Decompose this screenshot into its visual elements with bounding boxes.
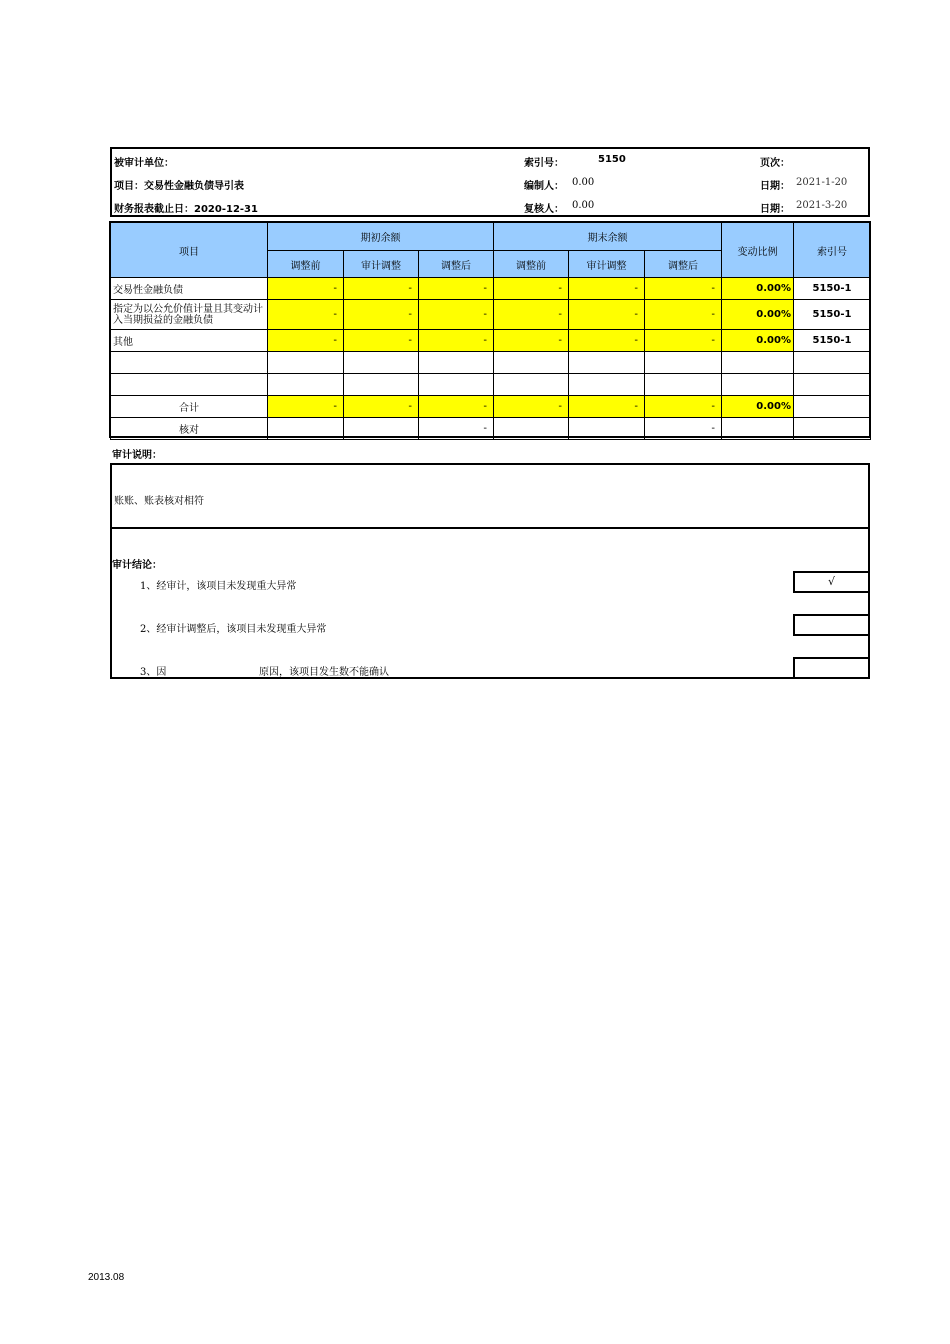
sub-before-end: 调整前 bbox=[494, 251, 569, 278]
check-label: 核对 bbox=[111, 418, 268, 440]
reviewer-label: 复核人： bbox=[524, 204, 564, 215]
total-cell: - bbox=[419, 396, 494, 418]
sub-before-begin: 调整前 bbox=[268, 251, 344, 278]
row-cell: - bbox=[569, 300, 645, 330]
preparer-value: 0.00 bbox=[572, 177, 595, 188]
total-cell: - bbox=[645, 396, 722, 418]
row-index: 5150-1 bbox=[794, 278, 871, 300]
col-begin-header: 期初余额 bbox=[268, 223, 494, 251]
conclusion-item-2: 2、经审计调整后，该项目未发现重大异常 bbox=[140, 624, 327, 635]
row-index: 5150-1 bbox=[794, 300, 871, 330]
total-cell: - bbox=[344, 396, 419, 418]
audit-notes-text: 账账、账表核对相符 bbox=[114, 496, 204, 507]
date-value-1: 2021-1-20 bbox=[796, 177, 848, 188]
row-cell: - bbox=[645, 278, 722, 300]
date-label-1: 日期： bbox=[760, 181, 790, 192]
version-label: 2013.08 bbox=[88, 1272, 125, 1283]
sub-audit-begin: 审计调整 bbox=[344, 251, 419, 278]
row-cell: - bbox=[419, 300, 494, 330]
row-cell: - bbox=[268, 330, 344, 352]
page-label: 页次： bbox=[760, 158, 790, 169]
row-pct: 0.00% bbox=[722, 278, 794, 300]
sub-after-begin: 调整后 bbox=[419, 251, 494, 278]
row-cell: - bbox=[419, 330, 494, 352]
row-cell: - bbox=[344, 330, 419, 352]
total-cell: - bbox=[569, 396, 645, 418]
table-row bbox=[111, 278, 871, 300]
row-cell: - bbox=[494, 278, 569, 300]
col-index-header: 索引号 bbox=[794, 223, 871, 278]
check-cell: - bbox=[645, 418, 722, 440]
index-value: 5150 bbox=[598, 154, 626, 165]
row-cell: - bbox=[268, 300, 344, 330]
conclusion-box bbox=[110, 528, 870, 679]
check-row bbox=[111, 418, 871, 440]
total-row bbox=[111, 396, 871, 418]
total-cell: - bbox=[494, 396, 569, 418]
row-index: 5150-1 bbox=[794, 330, 871, 352]
row-cell: - bbox=[569, 278, 645, 300]
table-row bbox=[111, 300, 871, 330]
conclusion-checkbox-2[interactable] bbox=[793, 614, 870, 636]
conclusion-item-3-prefix: 3、因 bbox=[140, 667, 167, 678]
row-pct: 0.00% bbox=[722, 300, 794, 330]
conclusion-checkbox-3[interactable] bbox=[793, 657, 870, 679]
row-cell: - bbox=[494, 330, 569, 352]
total-pct: 0.00% bbox=[722, 396, 794, 418]
empty-row bbox=[111, 352, 871, 374]
audited-unit-label: 被审计单位： bbox=[114, 158, 174, 169]
date-label-2: 日期： bbox=[760, 204, 790, 215]
conclusion-item-3-suffix: 原因，该项目发生数不能确认 bbox=[259, 667, 389, 678]
row-name: 其他 bbox=[111, 330, 268, 352]
col-item-header: 项目 bbox=[111, 223, 268, 278]
project-label: 项目：交易性金融负债导引表 bbox=[114, 181, 244, 192]
audit-notes-label: 审计说明： bbox=[112, 450, 162, 461]
row-cell: - bbox=[494, 300, 569, 330]
total-label: 合计 bbox=[111, 396, 268, 418]
check-cell: - bbox=[419, 418, 494, 440]
reviewer-value: 0.00 bbox=[572, 200, 595, 211]
col-change-header: 变动比例 bbox=[722, 223, 794, 278]
row-cell: - bbox=[344, 300, 419, 330]
conclusion-label: 审计结论： bbox=[112, 560, 162, 571]
sub-after-end: 调整后 bbox=[645, 251, 722, 278]
col-end-header: 期末余额 bbox=[494, 223, 722, 251]
total-cell: - bbox=[268, 396, 344, 418]
row-cell: - bbox=[344, 278, 419, 300]
row-cell: - bbox=[645, 330, 722, 352]
table-row bbox=[111, 330, 871, 352]
row-name: 交易性金融负债 bbox=[111, 278, 268, 300]
conclusion-item-1: 1、经审计，该项目未发现重大异常 bbox=[140, 581, 297, 592]
sub-audit-end: 审计调整 bbox=[569, 251, 645, 278]
audit-notes-box bbox=[110, 463, 870, 529]
row-name: 指定为以公允价值计量且其变动计入当期损益的金融负债 bbox=[111, 300, 268, 330]
guide-table bbox=[110, 222, 871, 440]
preparer-label: 编制人： bbox=[524, 181, 564, 192]
header-info-box bbox=[110, 147, 870, 217]
row-cell: - bbox=[268, 278, 344, 300]
date-value-2: 2021-3-20 bbox=[796, 200, 848, 211]
conclusion-checkbox-1[interactable]: √ bbox=[793, 571, 870, 593]
row-cell: - bbox=[569, 330, 645, 352]
period-label: 财务报表截止日：2020-12-31 bbox=[114, 204, 258, 215]
row-pct: 0.00% bbox=[722, 330, 794, 352]
empty-row bbox=[111, 374, 871, 396]
row-cell: - bbox=[419, 278, 494, 300]
row-cell: - bbox=[645, 300, 722, 330]
index-label: 索引号： bbox=[524, 158, 564, 169]
